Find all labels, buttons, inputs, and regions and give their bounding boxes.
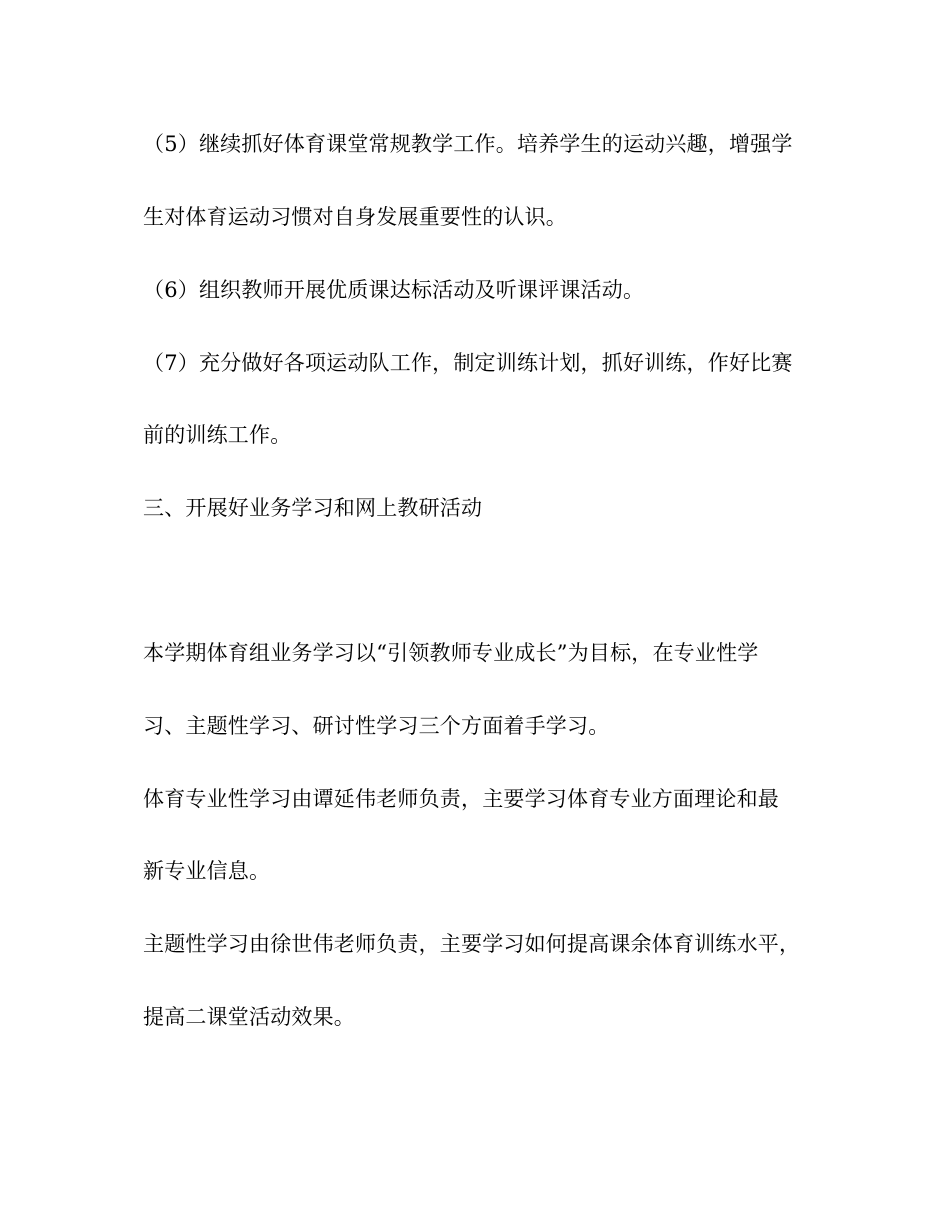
- paragraph-5-line-2: 生对体育运动习惯对自身发展重要性的认识。: [143, 205, 567, 229]
- paragraph-7-line-2: 前的训练工作。: [143, 423, 292, 447]
- study-paragraph-line-1: 本学期体育组业务学习以“引领教师专业成长”为目标，在专业性学: [143, 641, 759, 665]
- thematic-study-line-1: 主题性学习由徐世伟老师负责，主要学习如何提高课余体育训练水平，: [143, 932, 801, 956]
- paragraph-5-line-1: （5）继续抓好体育课堂常规教学工作。培养学生的运动兴趣，增强学: [143, 132, 793, 156]
- section-heading-3: 三、开展好业务学习和网上教研活动: [143, 496, 483, 520]
- professional-study-line-2: 新专业信息。: [143, 859, 271, 883]
- paragraph-7-line-1: （7）充分做好各项运动队工作，制定训练计划，抓好训练，作好比赛: [143, 351, 793, 375]
- study-paragraph-line-2: 习、主题性学习、研讨性学习三个方面着手学习。: [143, 714, 610, 738]
- professional-study-line-1: 体育专业性学习由谭延伟老师负责，主要学习体育专业方面理论和最: [143, 787, 779, 811]
- thematic-study-line-2: 提高二课堂活动效果。: [143, 1005, 355, 1029]
- paragraph-6-line-1: （6）组织教师开展优质课达标活动及听课评课活动。: [143, 278, 645, 302]
